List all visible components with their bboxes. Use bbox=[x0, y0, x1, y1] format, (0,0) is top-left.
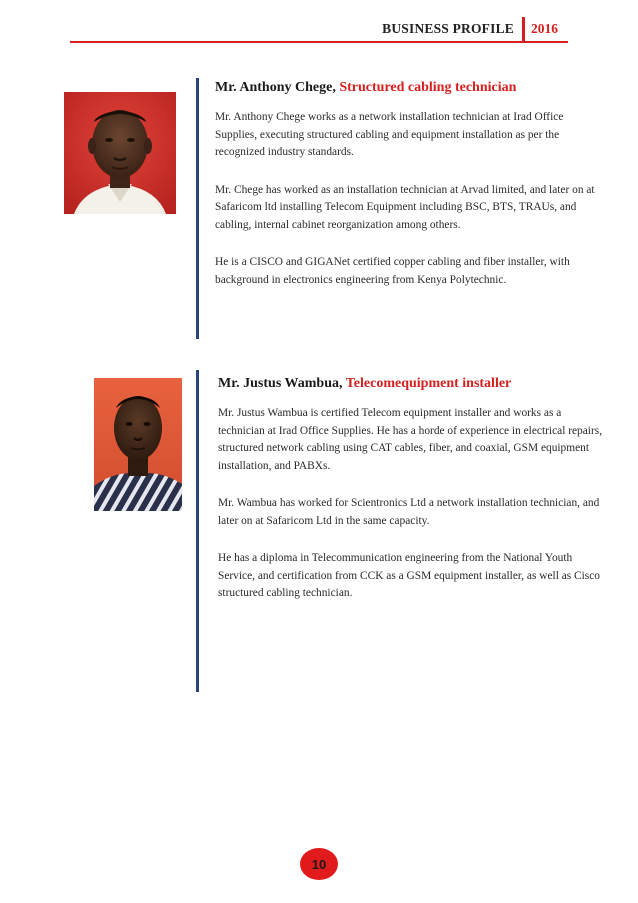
vertical-rule-bottom bbox=[196, 370, 199, 692]
profile-section-chege bbox=[215, 80, 600, 309]
header-title: BUSINESS PROFILE bbox=[382, 21, 514, 36]
vertical-rule-top bbox=[196, 78, 199, 339]
header-year: 2016 bbox=[531, 21, 558, 36]
profile-heading bbox=[215, 80, 600, 96]
profile-role: Telecomequipment installer bbox=[345, 376, 512, 391]
profile-photo-wambua bbox=[94, 378, 182, 511]
profile-name: Mr. Justus Wambua, bbox=[218, 376, 343, 391]
profile-paragraph: He is a CISCO and GIGANet certified copper cabling and fiber installer, with background in electronics engineering from Kenya Polytechnic. bbox=[215, 256, 570, 286]
profile-name: Mr. Anthony Chege, bbox=[215, 80, 336, 95]
profile-section-wambua bbox=[218, 376, 603, 623]
header-rule bbox=[70, 41, 568, 43]
profile-paragraph: Mr. Wambua has worked for Scientronics Ltd a network installation technician, and later on at Safaricom Ltd in the same capacity. bbox=[218, 497, 600, 527]
profile-paragraph: Mr. Justus Wambua is certified Telecom equipment installer and works as a technician at Irad Office Supplies. He has a horde of experience in electrical repairs, structured network cabling using CAT cables, fiber, and coaxial, GSM equipment installation, and PABXs. bbox=[218, 407, 603, 472]
profile-role: Structured cabling technician bbox=[339, 80, 517, 95]
profile-paragraph: Mr. Chege has worked as an installation technician at Arvad limited, and later on at Safaricom ltd installing Telecom Equipment including BSC, BTS, TRAUs, and cabling, internal cabinet reorganization among others. bbox=[215, 183, 595, 231]
profile-paragraph: Mr. Anthony Chege works as a network installation technician at Irad Office Supplies, executing structured cabling and equipment installation as per the recognized industry standards. bbox=[215, 111, 564, 158]
profile-photo-chege bbox=[64, 92, 176, 214]
page-number-badge: 10 bbox=[300, 848, 338, 880]
profile-paragraph: He has a diploma in Telecommunication engineering from the National Youth Service, and certification from CCK as a GSM equipment installer, as well as Cisco structured cabling technician. bbox=[218, 552, 600, 599]
page-header bbox=[382, 18, 558, 40]
header-separator bbox=[522, 17, 525, 41]
profile-heading bbox=[218, 376, 603, 392]
